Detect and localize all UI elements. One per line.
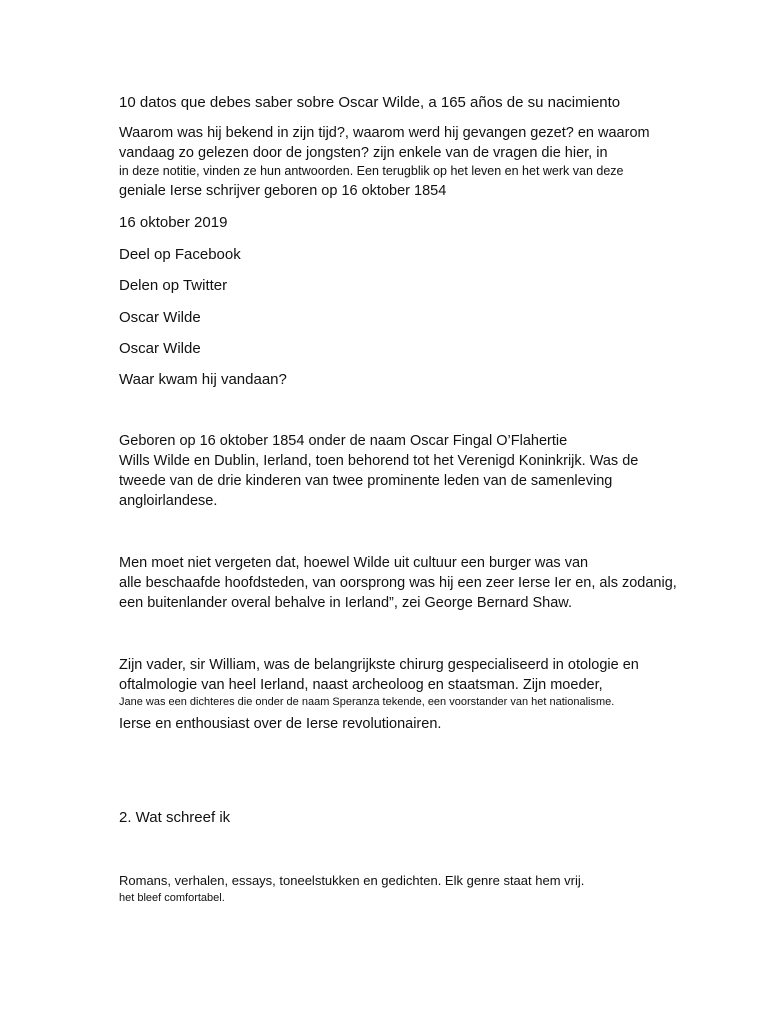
publication-date: 16 oktober 2019	[119, 214, 228, 231]
paragraph-3-line-2: oftalmologie van heel Ierland, naast archeoloog en staatsman. Zijn moeder,	[119, 677, 603, 693]
paragraph-1-line-1: Geboren op 16 oktober 1854 onder de naam Oscar Fingal O’Flahertie	[119, 433, 568, 449]
paragraph-3-line-1: Zijn vader, sir William, was de belangrijkste chirurg gespecialiseerd in otologie en	[119, 657, 639, 673]
paragraph-4-line-1: Romans, verhalen, essays, toneelstukken en gedichten. Elk genre staat hem vrij.	[119, 873, 585, 888]
paragraph-3-line-3: Jane was een dichteres die onder de naam Speranza tekende, een voorstander van het nationalisme.	[119, 696, 615, 708]
paragraph-4-line-2: het bleef comfortabel.	[119, 892, 225, 904]
intro-line-4: geniale Ierse schrijver geboren op 16 oktober 1854	[119, 183, 447, 199]
intro-line-2: vandaag zo gelezen door de jongsten? zijn enkele van de vragen die hier, in	[119, 145, 608, 161]
share-twitter-link[interactable]: Delen op Twitter	[119, 277, 228, 294]
document-title: 10 datos que debes saber sobre Oscar Wilde, a 165 años de su nacimiento	[119, 94, 621, 111]
paragraph-2-line-3: een buitenlander overal behalve in Ierland”, zei George Bernard Shaw.	[119, 595, 573, 611]
paragraph-2-line-2: alle beschaafde hoofdsteden, van oorsprong was hij een zeer Ierse Ier en, als zodanig,	[119, 575, 677, 591]
paragraph-3-line-4: Ierse en enthousiast over de Ierse revolutionairen.	[119, 716, 442, 732]
share-facebook-link[interactable]: Deel op Facebook	[119, 246, 241, 263]
image-caption-1: Oscar Wilde	[119, 309, 201, 326]
image-caption-2: Oscar Wilde	[119, 340, 201, 357]
paragraph-1-line-3: tweede van de drie kinderen van twee prominente leden van de samenleving	[119, 473, 613, 489]
intro-line-3: in deze notitie, vinden ze hun antwoorden. Een terugblik op het leven en het werk van deze	[119, 164, 624, 178]
section-heading-origin: Waar kwam hij vandaan?	[119, 371, 287, 388]
paragraph-1-line-2: Wills Wilde en Dublin, Ierland, toen behorend tot het Verenigd Koninkrijk. Was de	[119, 453, 639, 469]
paragraph-2-line-1: Men moet niet vergeten dat, hoewel Wilde uit cultuur een burger was van	[119, 555, 589, 571]
section-heading-works: 2. Wat schreef ik	[119, 809, 231, 826]
intro-line-1: Waarom was hij bekend in zijn tijd?, waarom werd hij gevangen gezet? en waarom	[119, 125, 650, 141]
paragraph-1-line-4: angloirlandese.	[119, 493, 218, 509]
